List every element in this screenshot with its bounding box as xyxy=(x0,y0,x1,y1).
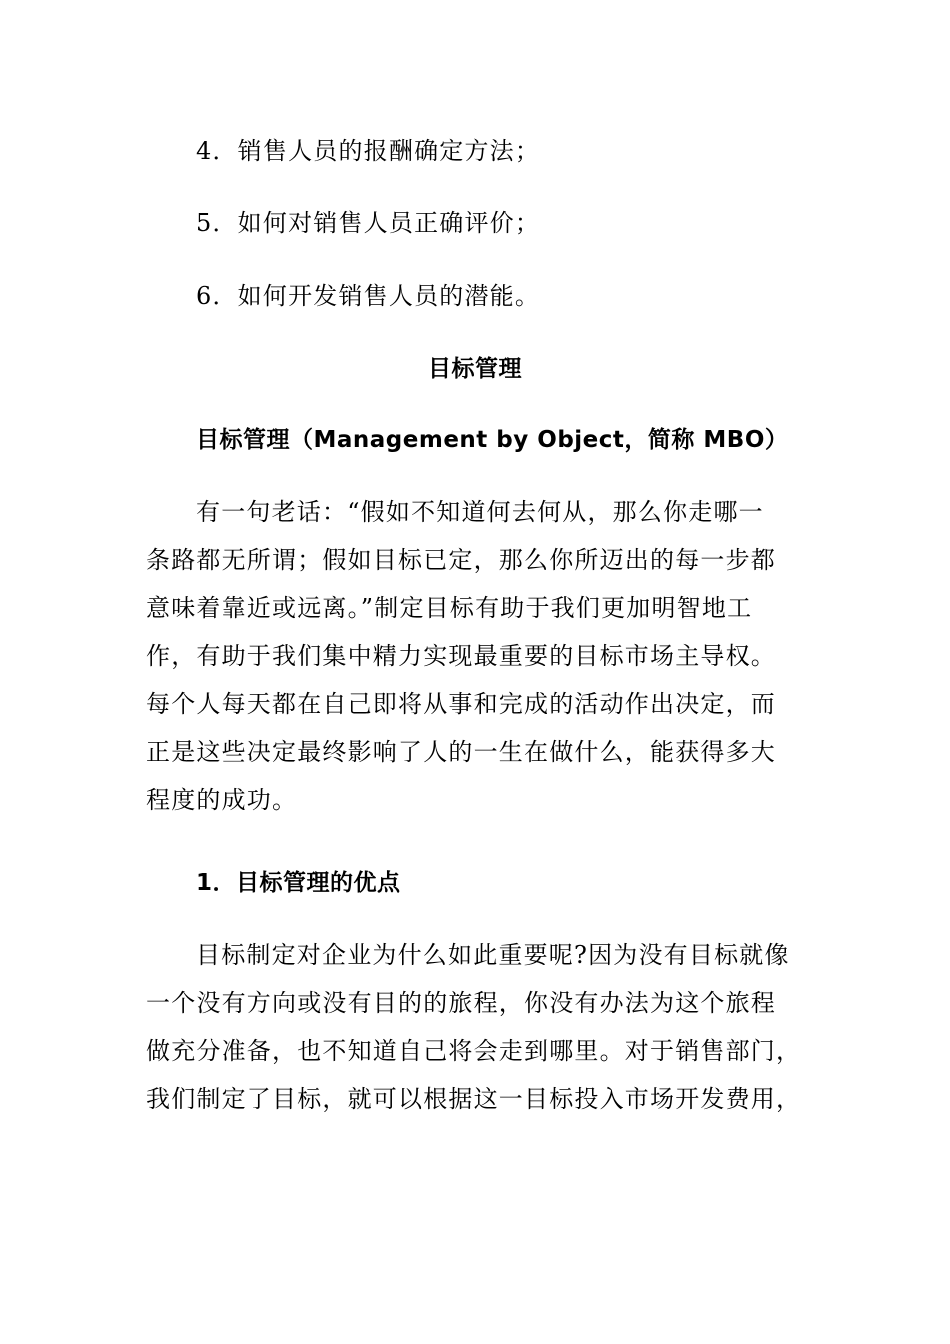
list-item-6: 6．如何开发销售人员的潜能。 xyxy=(196,282,541,310)
list-item-5: 5．如何对销售人员正确评价； xyxy=(196,209,541,237)
section-subtitle: 目标管理（Management by Object，简称 MBO） xyxy=(196,427,789,453)
section-title: 目标管理 xyxy=(428,356,522,382)
paragraph1-line-6: 正是这些决定最终影响了人的一生在做什么，能获得多大 xyxy=(146,738,776,766)
paragraph1-line-5: 每个人每天都在自己即将从事和完成的活动作出决定，而 xyxy=(146,690,776,718)
paragraph2-line-2: 一个没有方向或没有目的的旅程，你没有办法为这个旅程 xyxy=(146,989,776,1017)
paragraph1-line-3: 意味着靠近或远离。”制定目标有助于我们更加明智地工 xyxy=(146,594,753,622)
paragraph1-line-7: 程度的成功。 xyxy=(146,786,298,814)
paragraph1-line-4: 作，有助于我们集中精力实现最重要的目标市场主导权。 xyxy=(146,642,776,670)
list-item-4: 4．销售人员的报酬确定方法； xyxy=(196,137,541,165)
paragraph2-line-1: 目标制定对企业为什么如此重要呢?因为没有目标就像 xyxy=(196,941,790,969)
point1-heading: 1．目标管理的优点 xyxy=(196,870,401,896)
paragraph1-line-1: 有一句老话：“假如不知道何去何从，那么你走哪一 xyxy=(196,498,764,526)
paragraph1-line-2: 条路都无所谓；假如目标已定，那么你所迈出的每一步都 xyxy=(146,546,776,574)
paragraph2-line-4: 我们制定了目标，就可以根据这一目标投入市场开发费用， xyxy=(146,1085,802,1113)
paragraph2-line-3: 做充分准备，也不知道自己将会走到哪里。对于销售部门， xyxy=(146,1037,802,1065)
